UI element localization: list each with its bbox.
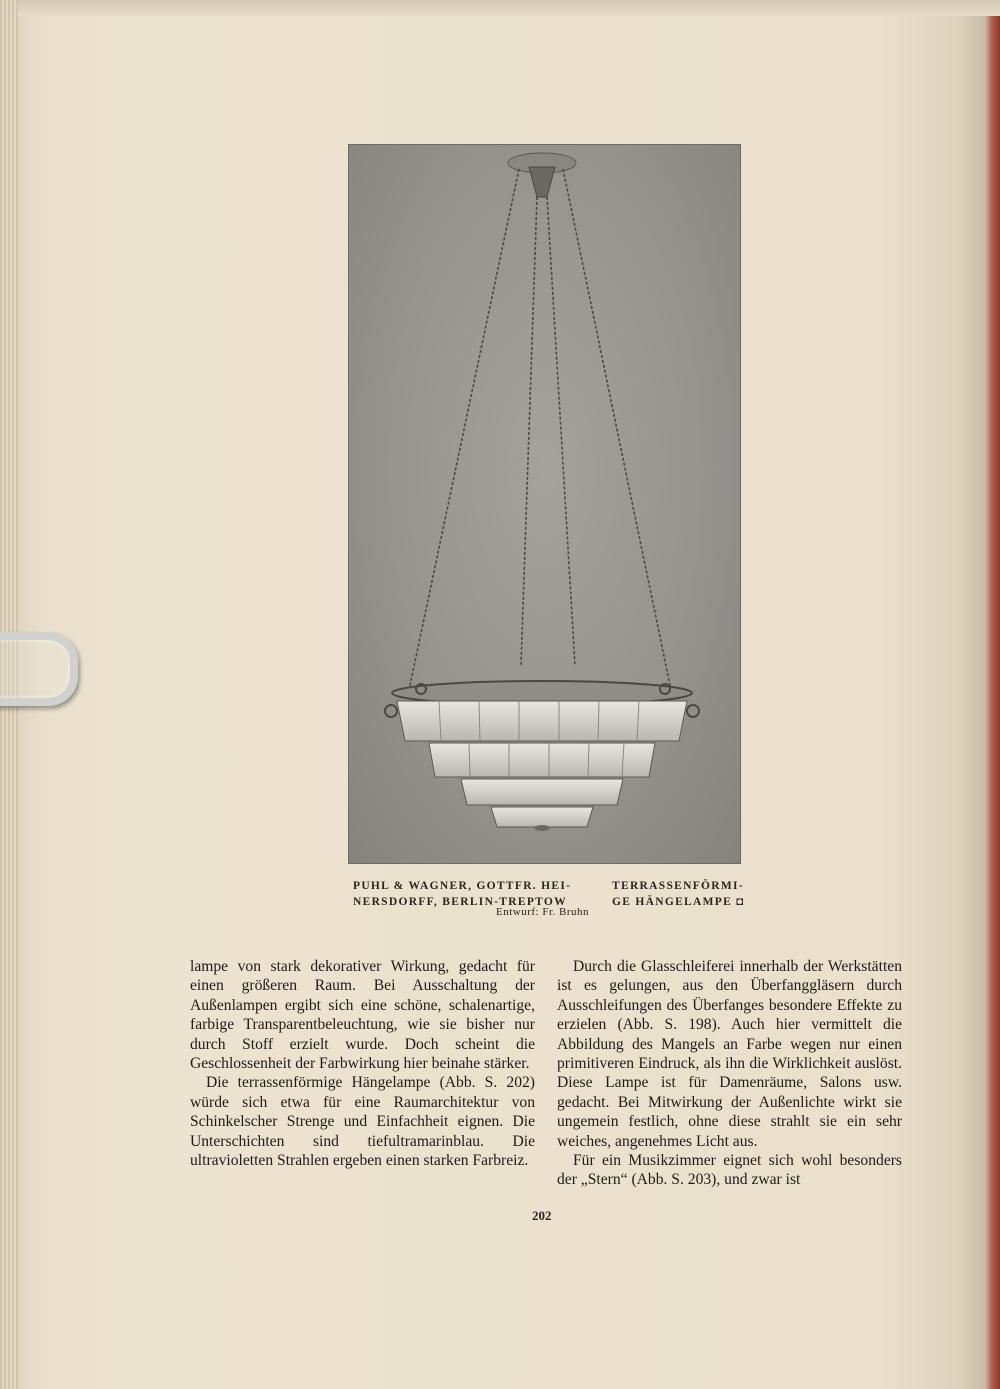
page-top-edge <box>0 0 1000 16</box>
caption-maker-line1: PUHL & WAGNER, GOTTFR. HEI- <box>353 880 572 892</box>
left-paragraph-1: lampe von stark dekorativer Wirkung, gedacht für einen größeren Raum. Bei Ausschaltung der Außenlampen ergibt sich eine schöne, schalenartige, farbige Transparentbeleuchtung, wie sie bisher nur durch Stoff erzielt wurde. Doch scheint die Geschlossenheit der Farbwirkung hier beinahe stärker. <box>190 958 535 1073</box>
right-paragraph-2: Für ein Musikzimmer eignet sich wohl besonders der „Stern“ (Abb. S. 203), und zwar ist <box>557 1152 902 1189</box>
caption-credit: Entwurf: Fr. Bruhn <box>496 906 590 918</box>
left-paragraph-2: Die terrassenförmige Hängelampe (Abb. S. 202) würde sich etwa für eine Raumarchitektur von Schinkelscher Strenge und Einfachheit eignen. Die Unterschichten sind tiefultramarinblau. Die ultravioletten Strahlen ergeben einen starken Farbreiz. <box>190 1074 535 1170</box>
page-number: 202 <box>532 1208 552 1223</box>
caption-title-line2: GE HÄNGELAMPE ◘ <box>612 896 745 908</box>
caption-title-line1: TERRASSENFÖRMI- <box>612 880 744 892</box>
left-column <box>190 957 535 1170</box>
caption-title <box>612 878 762 910</box>
right-column <box>557 957 902 1190</box>
right-paragraph-1: Durch die Glasschleiferei innerhalb der Werkstätten ist es gelungen, aus den Überfanggläsern durch Ausschleifungen des Überfanges besondere Effekte zu erzielen (Abb. S. 198). Auch hier vermittelt die Abbildung des Mangels an Farbe wegen nur einen primitiveren Eindruck, als ihn die Wirklichkeit auslöst. Diese Lampe ist für Damenräume, Salons usw. gedacht. Bei Mitwirkung der Außenlichte wirkt sie ungemein festlich, ohne diese strahlt sie ein sehr weiches, angenehmes Licht aus. <box>557 958 902 1150</box>
caption-maker-line2: NERSDORFF, BERLIN-TREPTOW <box>353 896 567 908</box>
paper-clip <box>0 632 78 706</box>
lamp-photograph <box>348 144 741 864</box>
